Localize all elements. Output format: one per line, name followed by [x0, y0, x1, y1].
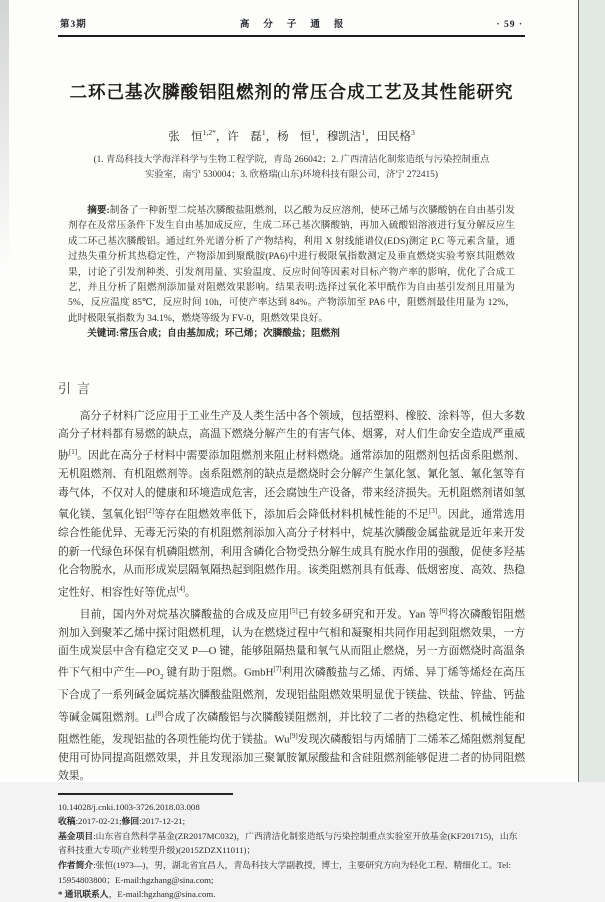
page-number: · 59 · — [496, 20, 523, 30]
footnotes — [58, 800, 525, 902]
footnote-line: 收稿:2017-02-21;修回:2017-12-21; — [58, 816, 186, 827]
abstract-block — [68, 203, 515, 342]
footnote-line: 作者简介:张恒(1973—)，男，湖北省宜昌人，青岛科技大学副教授，博士，主要研究方向为轻化工程、精细化工。Tel: 15954803800；E-mail:hgzhang@sina.com; — [58, 860, 511, 885]
abstract-paragraph — [68, 203, 515, 326]
body-paragraphs — [58, 407, 525, 786]
issue-number: 第3期 — [60, 20, 87, 30]
footnote-divider — [58, 793, 233, 795]
footnote-line: 基金项目:山东省自然科学基金(ZR2017MC032)，广西清洁化制浆造纸与污染控制重点实验室开放基金(KF201715)，山东省科技重大专项(产业转型升级)(2015ZDZX11011)； — [58, 830, 518, 856]
affiliation-line: (1. 青岛科技大学海洋科学与生物工程学院，青岛 266042；2. 广西清洁化制浆造纸与污染控制重点 — [93, 155, 490, 165]
keywords-label: 关键词: — [87, 328, 120, 340]
running-header — [58, 16, 525, 37]
keywords-text: 常压合成；自由基加成；环己烯；次膦酸盐；阻燃剂 — [119, 328, 340, 340]
author: 杨 恒$^1$ — [277, 128, 316, 143]
authors-line: 张 恒$^{1,2*}$，许 磊$^1$，杨 恒$^1$，穆凯洁$^1$，田民格$^3$ — [168, 128, 415, 143]
footnote-line: 10.14028/j.cnki.1003-3726.2018.03.008 — [58, 801, 200, 812]
abstract-label: 摘要: — [87, 205, 110, 216]
body-paragraph: 高分子材料广泛应用于工业生产及人类生活中各个领域，包括塑料、橡胶、涂料等，但大多数高分子材料都有易燃的缺点，高温下燃烧分解产生的有害气体、烟雾，对人们生命安全造成严重威胁[1]。因此在高分子材料中需要添加阻燃剂来阻止材料燃烧。通常添加的阻燃剂包括卤系阻燃剂、无机阻燃剂、有机阻燃剂等。卤系阻燃剂的缺点是燃烧时会分解产生氯化氢、氰化氢、氟化氢等有毒气体，不仅对人的健康和环境造成危害，还会腐蚀生产设备，带来经济损失。无机阻燃剂诸如氢氧化镁、氢氧化铝[2]等存在阻燃效率低下，添加后会降低材料机械性能的不足[3]。因此，通常选用综合性能优异、无毒无污染的有机阻燃剂添加入高分子材料中，烷基次膦酸金属盐就是近年来开发的新一代绿色环保有机磷阻燃剂，利用含磷化合物受热分解生成具有脱水作用的强酸，促使多羟基化合物脱水，从而形成炭层隔氧隔热起到阻燃作用。该类阻燃剂具有低毒、低烟密度、高效、热稳定性好、相容性好等优点[4]。 — [58, 409, 526, 599]
scan-edge-right — [578, 0, 605, 782]
author: 穆凯洁$^1$ — [326, 128, 366, 143]
journal-title: 高分子通报 — [239, 20, 358, 30]
affiliations — [58, 153, 525, 183]
author: 张 恒$^{1,2*}$ — [168, 128, 216, 143]
abstract-text: 制备了一种新型二烷基次膦酸盐阻燃剂，以乙酸为反应溶剂，使环己烯与次膦酸钠在自由基引发剂存在及常压条件下发生自由基加成反应，生成二环己基次膦酸钠，再加入硫酸铝溶液进行复分解反应生成二环己基次膦酸铝。通过红外光谱分析了产物结构，利用 X 射线能谱仪(EDS)测定 P,C 等元素含量，通过热失重分析其热稳定性，产物添加到聚酰胺(PA6)中进行极限氧指数测定及垂直燃烧实验考察其阻燃效果，讨论了引发剂种类、引发剂用量、实验温度、反应时间等因素对目标产物产率的影响，优化了合成工艺，并且分析了阻燃剂添加量对阻燃效果影响。结果表明:选择过氧化苯甲酰作为自由基引发剂且用量为 5%，反应温度 85℃，反应时间 10h，可使产率达到 84%。产物添加至 PA6 中，阻燃剂最佳用量为 12%，此时极限氧指数为 34.1%，燃烧等级为 FV-0，阻燃效果良好。 — [68, 205, 515, 324]
footnote-line: * 通讯联系人，E-mail:hgzhang@sina.com. — [58, 889, 216, 900]
article-title: 二环己基次膦酸铝阻燃剂的常压合成工艺及其性能研究 — [69, 82, 514, 102]
body-paragraph: 目前，国内外对烷基次膦酸盐的合成及应用[5]已有较多研究和开发。Yan 等[6]将次磷酸铝阻燃剂加入到聚苯乙烯中探讨阻燃机理，认为在燃烧过程中气相和凝聚相共同作用起到阻燃效果，一方面生成炭层中含有稳定交叉 P—O 键，能够阻隔热量和氧气从而阻止燃烧，另一方面燃烧时高温条件下气相中产生$—PO_2$ 键有助于阻燃。GmbH[7]利用次磷酸盐与乙烯、丙烯、异丁烯等烯烃在高压下合成了一系列碱金属烷基次膦酸盐阻燃剂，发现铝盐阻燃效果明显优于镁盐、铁盐、锌盐、钙盐等碱金属阻燃剂。Li[8]合成了次磷酸铝与次膦酸镁阻燃剂，并比较了二者的热稳定性、机械性能和阻燃性能，发现铝盐的各项性能均优于镁盐。Wu[9]发现次磷酸铝与丙烯腈丁二烯苯乙烯阻燃剂复配使用可协同提高阻燃效果，并且发现添加三聚氰胺氰尿酸盐和含硅阻燃剂能够促进二者的协同阻燃效果。 — [58, 606, 526, 783]
page-content — [58, 0, 525, 902]
affiliation-line: 实验室，南宁 530004；3. 欣格瑞(山东)环境科技有限公司，济宁 272415) — [145, 170, 438, 180]
keywords-line — [68, 326, 515, 341]
scan-edge-left — [0, 0, 9, 300]
author: 田民格$^3$ — [376, 128, 415, 143]
section-heading-introduction: 引言 — [58, 380, 97, 396]
author: 许 磊$^1$ — [227, 128, 266, 143]
